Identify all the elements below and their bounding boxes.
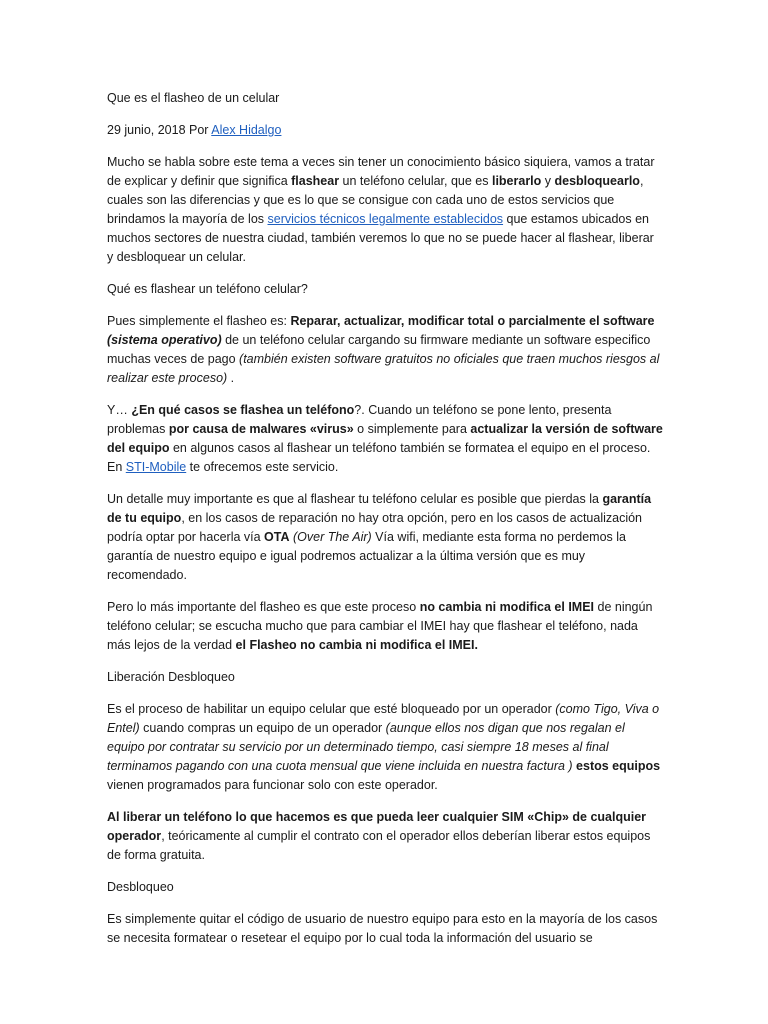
liberacion-paragraph: Es el proceso de habilitar un equipo celular que esté bloqueado por un operador (como Tigo, Viva o Entel) cuando compras un equipo de un operador (aunque ellos nos digan que nos regalan el equipo por contratar su servicio por un determinado tiempo, casi siempre 18 meses al final terminamos pagando con una cuota mensual que viene incluida en nuestra factura ) estos equipos vienen programados para funcionar solo con este operador. <box>107 702 661 792</box>
article-title-text: Que es el flasheo de un celular <box>107 91 280 105</box>
byline <box>107 121 663 140</box>
detail-paragraph: Un detalle muy importante es que al flashear tu teléfono celular es posible que pierdas la garantía de tu equipo, en los casos de reparación no hay otra opción, pero en los casos de actualización podría optar por hacerla vía OTA (Over The Air) Vía wifi, mediante esta forma no perdemos la garantía de nuestro equipo e igual podremos actualizar a la última versión que es muy recomendado. <box>107 492 652 582</box>
heading-flash-text: Qué es flashear un teléfono celular? <box>107 282 308 296</box>
heading-liberacion-text: Liberación Desbloqueo <box>107 670 235 684</box>
intro-paragraph: Mucho se habla sobre este tema a veces sin tener un conocimiento básico siquiera, vamos a tratar de explicar y definir que significa flashear un teléfono celular, que es liberarlo y desbloquearlo, cuales son las diferencias y que es lo que se consigue con cada uno de estos servicios que brindamos la mayoría de los servicios técnicos legalmente establecidos que estamos ubicados en muchos sectores de nuestra ciudad, también veremos lo que no se puede hacer al flashear, liberar y desbloquear un celular. <box>107 155 655 264</box>
article-title <box>107 89 663 108</box>
heading-flash <box>107 280 663 299</box>
heading-desbloqueo-text: Desbloqueo <box>107 880 174 894</box>
cases-paragraph: Y… ¿En qué casos se flashea un teléfono?. Cuando un teléfono se pone lento, presenta problemas por causa de malwares «virus» o simplemente para actualizar la versión de software del equipo en algunos casos al flashear un teléfono también se formatea el equipo en el proceso. En STI-Mobile te ofrecemos este servicio. <box>107 403 663 474</box>
heading-liberacion <box>107 668 663 687</box>
services-link[interactable]: servicios técnicos legalmente establecidos <box>267 212 504 226</box>
desbloqueo-paragraph: Es simplemente quitar el código de usuario de nuestro equipo para esto en la mayoría de los casos se necesita formatear o resetear el equipo por lo cual toda la información del usuario se <box>107 912 658 945</box>
liberar-paragraph: Al liberar un teléfono lo que hacemos es que pueda leer cualquier SIM «Chip» de cualquier operador, teóricamente al cumplir el contrato con el operador ellos deberían liberar estos equipos de forma gratuita. <box>107 810 651 862</box>
sti-mobile-link[interactable]: STI-Mobile <box>125 460 187 474</box>
heading-desbloqueo <box>107 878 663 897</box>
byline-date: 29 junio, 2018 Por <box>107 123 212 137</box>
author-link[interactable]: Alex Hidalgo <box>211 123 282 137</box>
imei-paragraph: Pero lo más importante del flasheo es que este proceso no cambia ni modifica el IMEI de ningún teléfono celular; se escucha mucho que para cambiar el IMEI hay que flashear el teléfono, nada más lejos de la verdad el Flasheo no cambia ni modifica el IMEI. <box>107 600 653 652</box>
definition-paragraph: Pues simplemente el flasheo es: Reparar, actualizar, modificar total o parcialmente el software (sistema operativo) de un teléfono celular cargando su firmware mediante un software especifico muchas veces de pago (también existen software gratuitos no oficiales que traen muchos riesgos al realizar este proceso) . <box>107 314 660 385</box>
article-body <box>107 89 663 961</box>
